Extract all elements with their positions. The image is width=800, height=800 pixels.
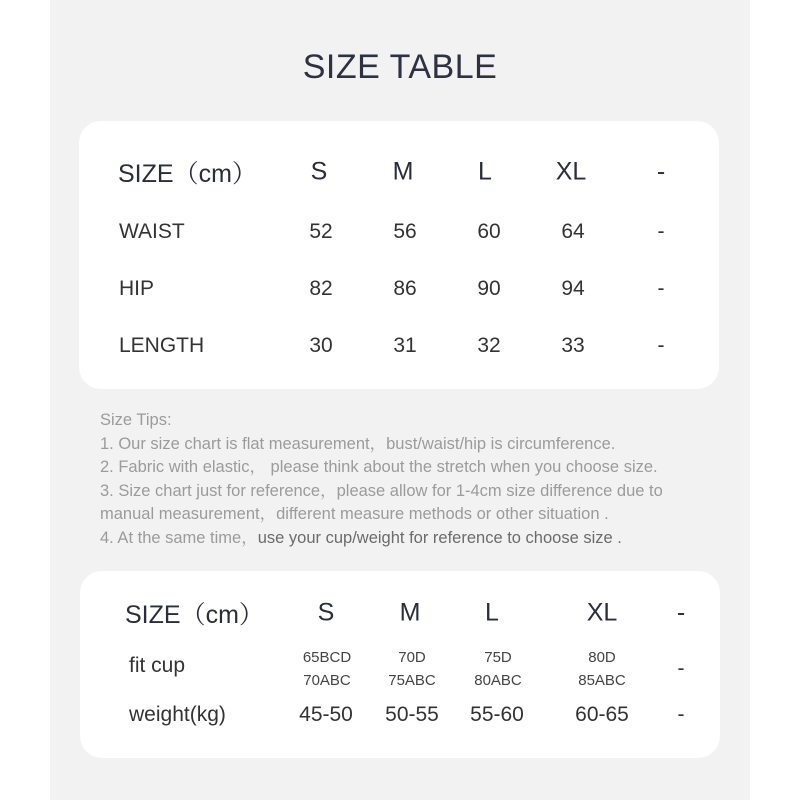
table-cell: 94 [561,277,585,300]
table-cell: - [657,220,665,243]
weight-cell: - [677,703,685,726]
tip-line-emphasis: use your cup/weight for reference to choose size . [257,528,622,547]
fit-cup-cell [578,646,626,692]
table-cell: - [657,334,665,357]
tip-line: manual measurement，different measure methods or other situation . [100,505,609,523]
fit-cup-cell: - [677,657,685,680]
table-cell: 32 [477,334,501,357]
fit-cup-cell [474,646,522,692]
tip-line: 2. Fabric with elastic， please think about the stretch when you choose size. [100,458,658,476]
size-header-label: SIZE（cm） [118,160,257,188]
size-header-xl: XL [555,157,587,186]
tip-line: 1. Our size chart is flat measurement，bust/waist/hip is circumference. [100,434,616,453]
tip-line [100,527,720,551]
fit-cup-value: 70D [398,649,426,666]
row-label-hip: HIP [119,277,155,300]
table-cell: 86 [393,277,417,300]
row-label-fit-cup: fit cup [129,654,186,677]
table-cell: 90 [477,277,501,300]
table-cell: 33 [561,334,585,357]
size-header-dash: - [656,157,666,186]
fit-header-label: SIZE（cm） [125,601,264,629]
row-label-length: LENGTH [119,334,205,357]
weight-cell: 60-65 [575,703,629,726]
fit-cup-cell [388,646,436,692]
size-header-l: L [478,157,492,186]
table-cell: 31 [393,334,417,357]
fit-header-m: M [399,598,421,627]
fit-header-xl: XL [586,598,618,627]
page-title: SIZE TABLE [302,48,498,86]
tip-line-start: 4. At the same time， [100,528,258,547]
fit-cup-value: 85ABC [578,672,626,689]
weight-cell: 50-55 [385,703,439,726]
fit-cup-value: 80ABC [474,672,522,689]
table-cell: 64 [561,220,585,243]
weight-cell: 55-60 [470,703,524,726]
fit-header-l: L [485,598,499,627]
tip-line: 3. Size chart just for reference，please allow for 1-4cm size difference due to [100,481,663,500]
fit-cup-value: 70ABC [303,672,351,689]
table-cell: - [657,277,665,300]
table-cell: 52 [309,220,333,243]
fit-cup-value: 75ABC [388,672,436,689]
table-cell: 30 [309,334,333,357]
size-header-m: M [392,157,414,186]
fit-header-dash: - [676,598,686,627]
fit-cup-value: 65BCD [302,649,352,666]
fit-cup-cell [303,646,351,692]
fit-cup-value: 75D [484,649,512,666]
row-label-waist: WAIST [119,220,185,243]
size-tips [100,409,720,550]
fit-header-s: S [317,598,335,627]
weight-cell: 45-50 [299,703,353,726]
row-label-weight: weight(kg) [129,703,226,726]
size-header-s: S [310,157,328,186]
table-cell: 82 [309,277,333,300]
tips-heading: Size Tips: [100,411,172,429]
table-cell: 60 [477,220,501,243]
fit-cup-value: 80D [588,649,616,666]
table-cell: 56 [393,220,417,243]
